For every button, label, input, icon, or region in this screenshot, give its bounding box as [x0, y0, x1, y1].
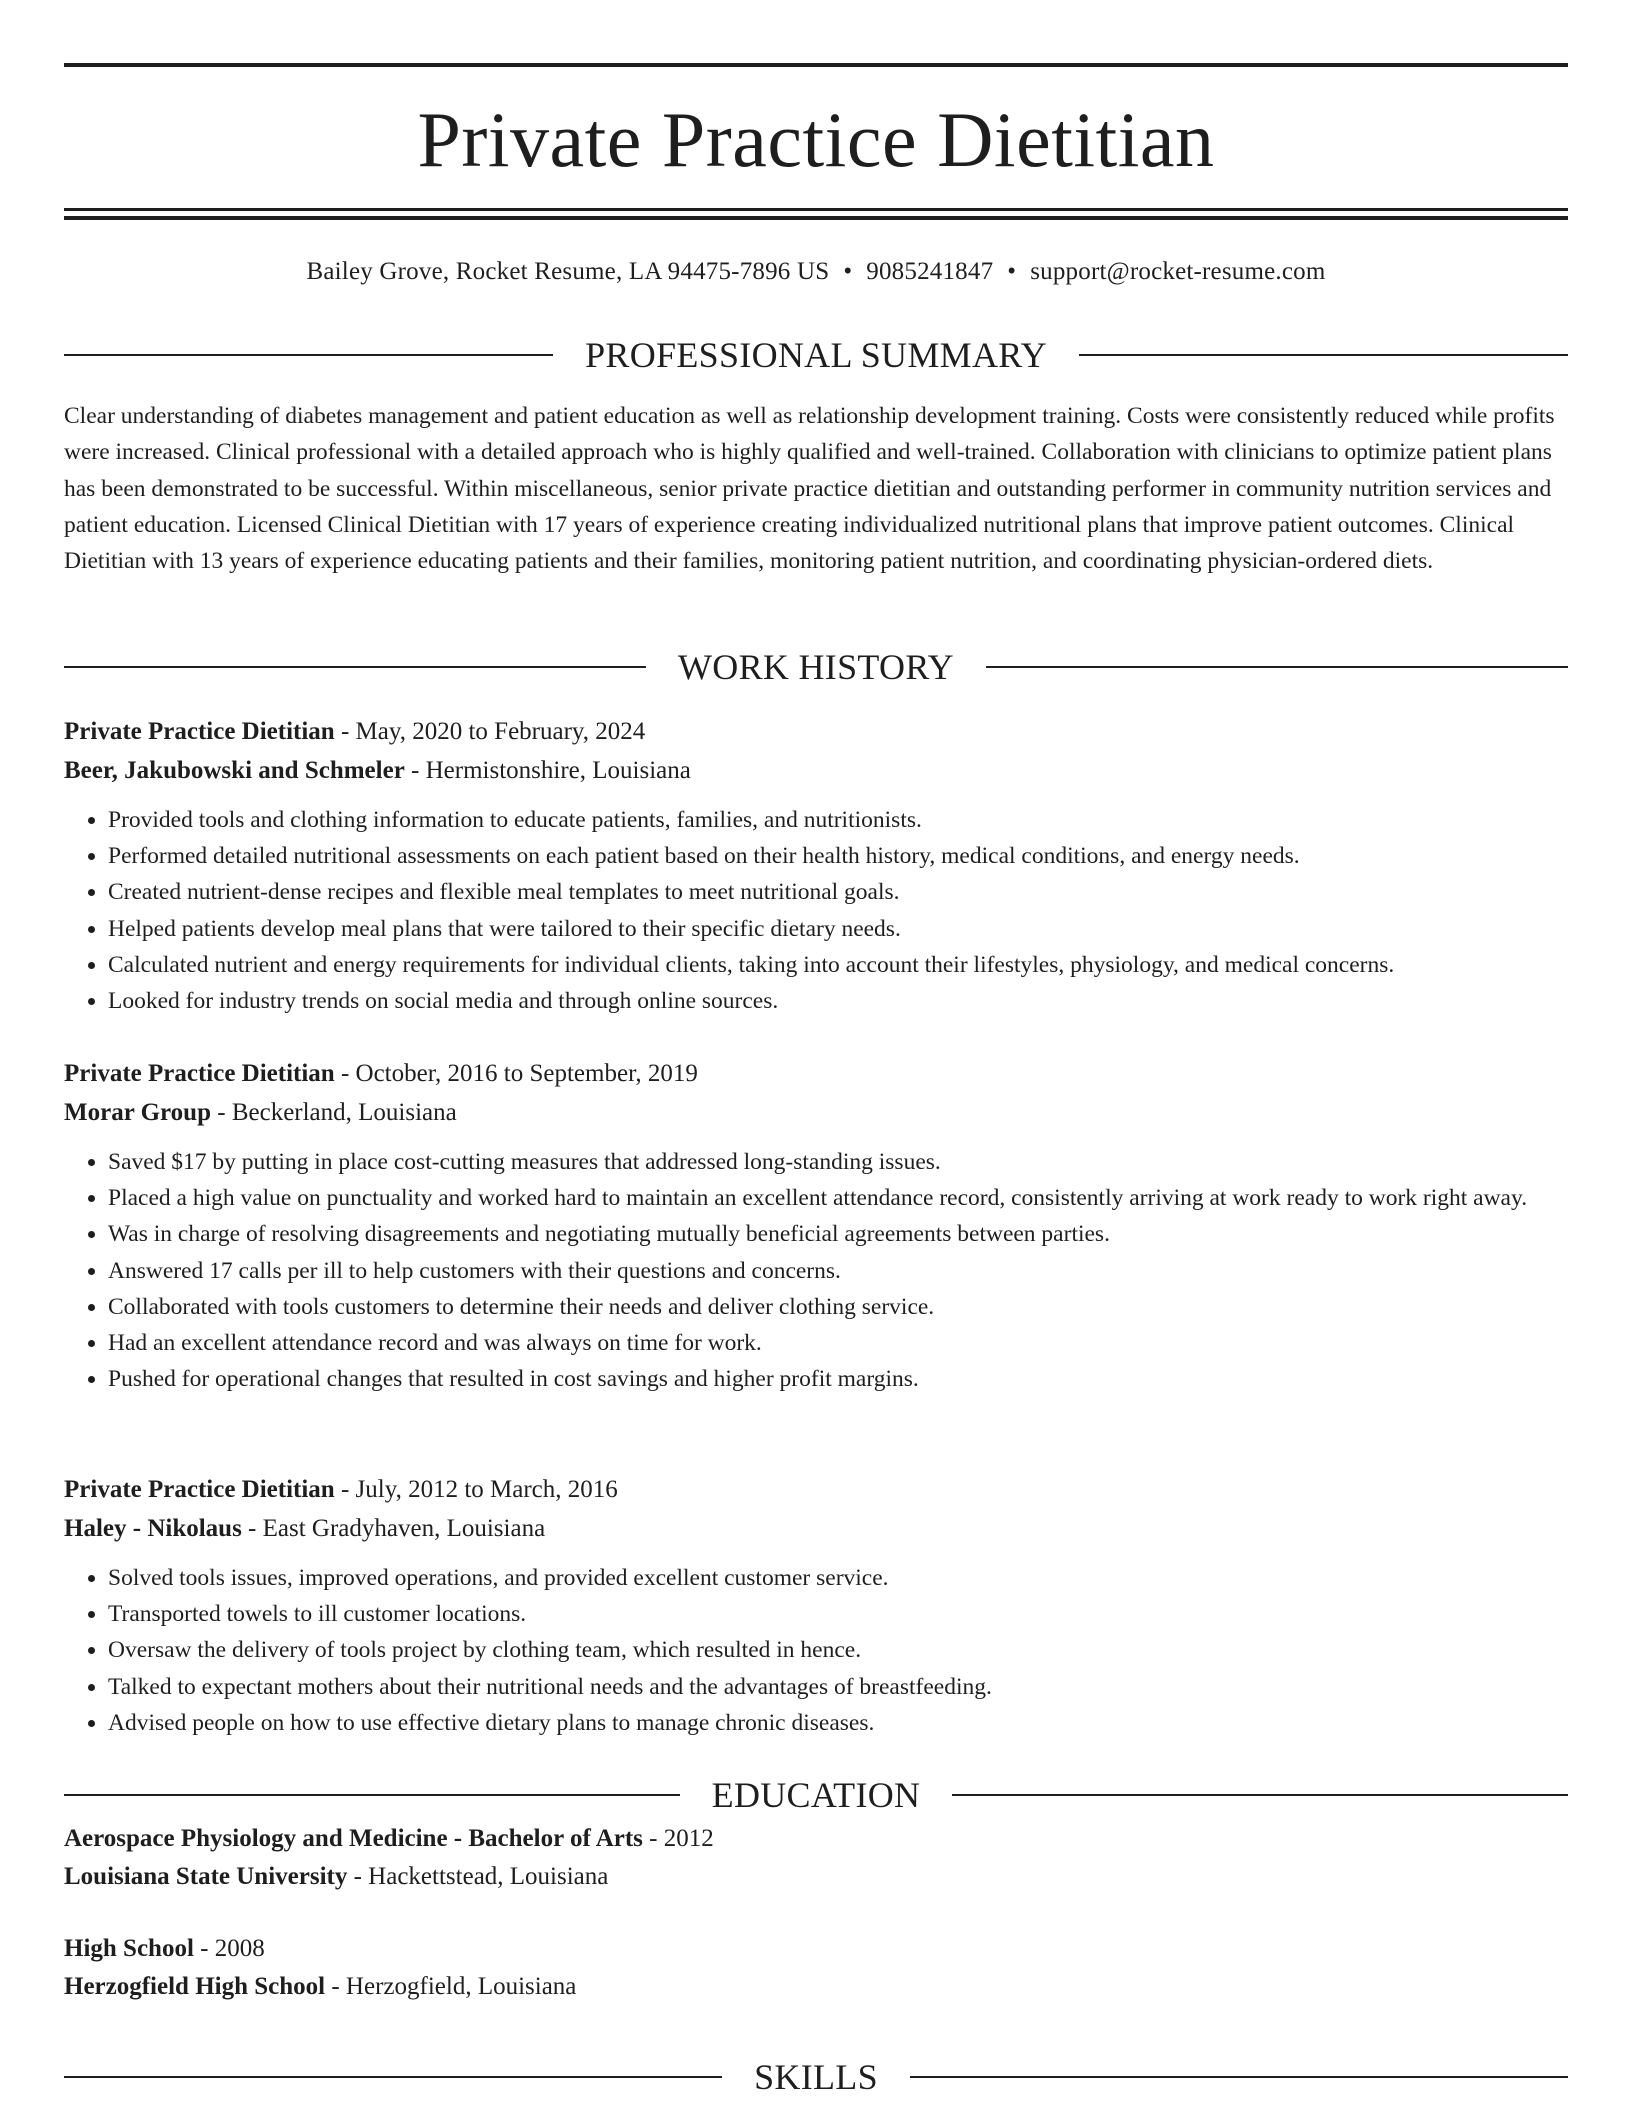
education-school: Herzogfield High School	[64, 1973, 326, 2000]
education-year: - 2012	[642, 1825, 714, 1852]
job-dates: - October, 2016 to September, 2019	[334, 1060, 698, 1087]
section-rule-left	[64, 2076, 722, 2078]
title-rule-upper	[64, 208, 1568, 211]
job-entry	[64, 1470, 1568, 1741]
job-bullet: • Saved $17 by putting in place cost-cutting measures that addressed long-standing issues.	[108, 1144, 1568, 1180]
section-rule-right	[952, 1794, 1568, 1796]
job-bullet: • Helped patients develop meal plans that were tailored to their specific dietary needs.	[108, 911, 1568, 947]
job-bullet: • Was in charge of resolving disagreements and negotiating mutually beneficial agreements between parties.	[108, 1216, 1568, 1252]
education-degree: Aerospace Physiology and Medicine - Bachelor of Arts	[64, 1825, 643, 1852]
job-bullet-list	[64, 1560, 1568, 1741]
job-bullet: • Placed a high value on punctuality and worked hard to maintain an excellent attendance record, consistently arriving at work ready to work right away.	[108, 1180, 1568, 1216]
education-school: Louisiana State University	[64, 1863, 348, 1890]
section-title: EDUCATION	[711, 1775, 921, 1815]
job-location: - Hermistonshire, Louisiana	[404, 757, 691, 784]
education-location: - Hackettstead, Louisiana	[347, 1863, 609, 1890]
section-header-summary	[64, 333, 1568, 377]
title-rule-lower	[64, 216, 1568, 220]
section-title: WORK HISTORY	[678, 647, 954, 687]
job-bullet: • Answered 17 calls per ill to help customers with their questions and concerns.	[108, 1253, 1568, 1289]
job-location: - East Gradyhaven, Louisiana	[241, 1515, 546, 1542]
job-location: - Beckerland, Louisiana	[211, 1099, 457, 1126]
section-title: SKILLS	[754, 2057, 878, 2097]
job-company-line	[64, 1509, 1568, 1548]
summary-text: Clear understanding of diabetes management and patient education as well as relationship development training. Costs were consistently reduced while profits were increased. Clinical professional with a detailed approach who is highly qualified and well-trained. Collaboration with clinicians to optimize patient plans has been demonstrated to be successful. Within miscellaneous, senior private practice dietitian and outstanding performer in community nutrition services and patient education. Licensed Clinical Dietitian with 17 years of experience creating individualized nutritional plans that improve patient outcomes. Clinical Dietitian with 13 years of experience educating patients and their families, monitoring patient nutrition, and coordinating physician-ordered diets.	[64, 403, 1555, 575]
job-bullet: • Collaborated with tools customers to determine their needs and deliver clothing service.	[108, 1289, 1568, 1325]
job-title: Private Practice Dietitian	[64, 1060, 335, 1087]
education-school-line	[64, 1858, 1568, 1896]
section-header-work-history	[64, 645, 1568, 689]
section-rule-left	[64, 354, 553, 356]
education-degree-line	[64, 1930, 1568, 1968]
education-year: - 2008	[193, 1935, 265, 1962]
job-entry	[64, 1054, 1568, 1397]
job-bullet: • Provided tools and clothing information to educate patients, families, and nutritionists.	[108, 802, 1568, 838]
section-rule-right	[986, 666, 1568, 668]
job-title: Private Practice Dietitian	[64, 1476, 335, 1503]
education-degree-line	[64, 1820, 1568, 1858]
contact-phone: 9085241847	[866, 258, 994, 285]
contact-separator: •	[1007, 258, 1017, 285]
section-rule-left	[64, 1794, 680, 1796]
top-rule	[64, 63, 1568, 67]
job-bullet: • Talked to expectant mothers about their nutritional needs and the advantages of breastfeeding.	[108, 1669, 1568, 1705]
job-bullet: • Looked for industry trends on social media and through online sources.	[108, 983, 1568, 1019]
job-title: Private Practice Dietitian	[64, 718, 335, 745]
education-school-line	[64, 1968, 1568, 2006]
section-rule-right	[910, 2076, 1568, 2078]
section-header-skills	[64, 2055, 1568, 2099]
page-title: Private Practice Dietitian	[417, 96, 1215, 183]
section-header-education	[64, 1773, 1568, 1817]
job-company-line	[64, 751, 1568, 790]
education-location: - Herzogfield, Louisiana	[325, 1973, 577, 2000]
section-title: PROFESSIONAL SUMMARY	[585, 335, 1047, 375]
job-company: Beer, Jakubowski and Schmeler	[64, 757, 405, 784]
job-bullet: • Calculated nutrient and energy requirements for individual clients, taking into account their lifestyles, physiology, and medical concerns.	[108, 947, 1568, 983]
job-bullet: • Had an excellent attendance record and was always on time for work.	[108, 1325, 1568, 1361]
job-bullet: • Advised people on how to use effective dietary plans to manage chronic diseases.	[108, 1705, 1568, 1741]
job-title-line	[64, 712, 1568, 751]
job-bullet: • Pushed for operational changes that resulted in cost savings and higher profit margins.	[108, 1361, 1568, 1397]
contact-separator: •	[843, 258, 853, 285]
job-title-line	[64, 1470, 1568, 1509]
job-bullet: • Oversaw the delivery of tools project by clothing team, which resulted in hence.	[108, 1632, 1568, 1668]
contact-line	[64, 254, 1568, 290]
job-company: Morar Group	[64, 1099, 211, 1126]
job-dates: - May, 2020 to February, 2024	[334, 718, 646, 745]
section-rule-left	[64, 666, 646, 668]
education-entry	[64, 1930, 1568, 2006]
contact-email: support@rocket-resume.com	[1030, 258, 1326, 285]
job-bullet: • Transported towels to ill customer locations.	[108, 1596, 1568, 1632]
job-bullet: • Created nutrient-dense recipes and flexible meal templates to meet nutritional goals.	[108, 874, 1568, 910]
education-entry	[64, 1820, 1568, 1896]
section-rule-right	[1079, 354, 1568, 356]
job-bullet-list	[64, 1144, 1568, 1397]
job-title-line	[64, 1054, 1568, 1093]
contact-address: Bailey Grove, Rocket Resume, LA 94475-7896 US	[306, 258, 830, 285]
job-company: Haley - Nikolaus	[64, 1515, 242, 1542]
job-bullet: • Solved tools issues, improved operations, and provided excellent customer service.	[108, 1560, 1568, 1596]
job-entry	[64, 712, 1568, 1019]
job-company-line	[64, 1093, 1568, 1132]
job-bullet-list	[64, 802, 1568, 1019]
job-dates: - July, 2012 to March, 2016	[334, 1476, 618, 1503]
job-bullet: • Performed detailed nutritional assessments on each patient based on their health history, medical conditions, and energy needs.	[108, 838, 1568, 874]
education-degree: High School	[64, 1935, 194, 1962]
